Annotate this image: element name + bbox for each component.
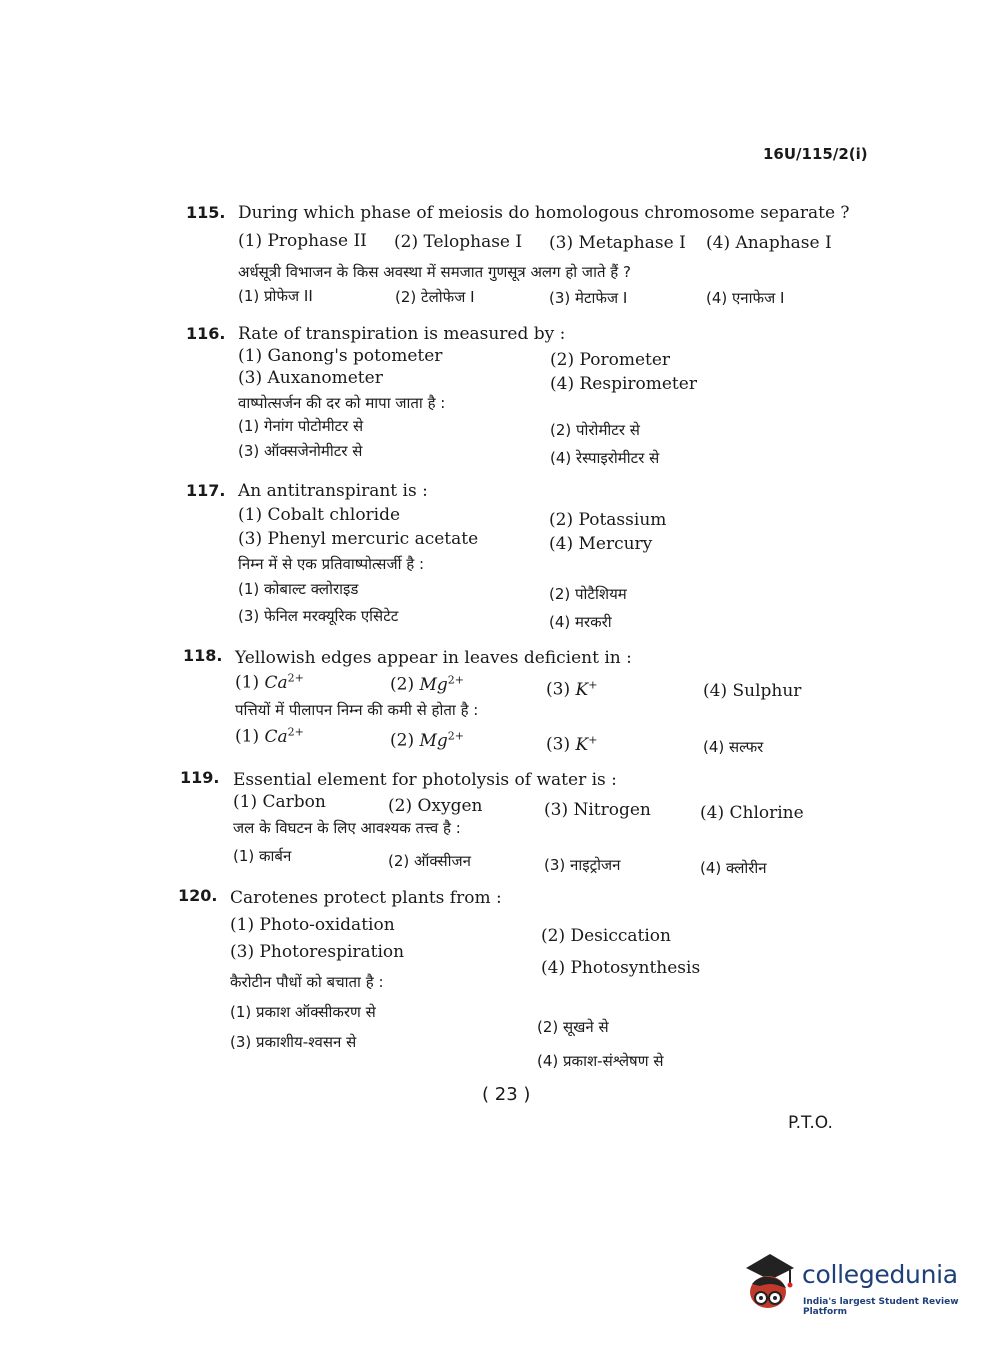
question-text-hi: वाष्पोत्सर्जन की दर को मापा जाता है : xyxy=(238,394,446,412)
potassium-ion: K+ xyxy=(575,733,598,755)
option-en-2: (2) Oxygen xyxy=(388,796,483,816)
brand-tagline: India's largest Student Review Platform xyxy=(803,1297,959,1317)
question-text-en: Essential element for photolysis of water is : xyxy=(233,770,617,790)
question-text-en: During which phase of meiosis do homologous chromosome separate ? xyxy=(238,203,850,223)
option-hi-4: (4) प्रकाश-संश्लेषण से xyxy=(537,1052,664,1070)
option-hi-3: (3) प्रकाशीय-श्वसन से xyxy=(230,1033,357,1051)
option-hi-3: (3) मेटाफेज I xyxy=(549,289,628,307)
option-en-2: (2) Telophase I xyxy=(394,232,523,252)
option-hi-1: (1) कार्बन xyxy=(233,847,292,865)
option-hi-1: (1) $Ca^{2+}$ xyxy=(235,725,304,747)
option-hi-2: (2) सूखने से xyxy=(537,1018,609,1036)
option-en-4: (4) Anaphase I xyxy=(706,233,832,253)
pto-label: P.T.O. xyxy=(788,1113,833,1133)
option-hi-1: (1) गेनांग पोटोमीटर से xyxy=(238,417,364,435)
question-text-hi: निम्न में से एक प्रतिवाष्पोत्सर्जी है : xyxy=(238,555,425,573)
option-hi-3: (3) फेनिल मरक्यूरिक एसिटेट xyxy=(238,607,399,625)
magnesium-ion: $Mg^{2+}$ xyxy=(419,729,465,751)
question-number: 118. xyxy=(183,646,223,665)
question-text-hi: कैरोटीन पौधों को बचाता है : xyxy=(230,973,384,991)
option-en-1: (1) $Ca^{2+}$ xyxy=(235,671,304,693)
potassium-ion: K+ xyxy=(575,678,598,700)
option-hi-3: (3) ऑक्सजेनोमीटर से xyxy=(238,442,363,460)
question-text-en: Rate of transpiration is measured by : xyxy=(238,324,566,344)
page-number: ( 23 ) xyxy=(482,1084,531,1105)
option-en-2: (2) Porometer xyxy=(550,350,671,370)
option-hi-4: (4) मरकरी xyxy=(549,613,612,631)
option-en-1: (1) Ganong's potometer xyxy=(238,346,443,366)
question-text-hi: पत्तियों में पीलापन निम्न की कमी से होता है : xyxy=(235,701,479,719)
option-hi-4: (4) क्लोरीन xyxy=(700,859,767,877)
calcium-ion: $Ca^{2+}$ xyxy=(264,671,304,693)
option-hi-2: (2) ऑक्सीजन xyxy=(388,852,471,870)
option-en-3: (3) Metaphase I xyxy=(549,233,686,253)
option-en-4: (4) Chlorine xyxy=(700,803,804,823)
paper-code: 16U/115/2(i) xyxy=(763,145,868,163)
question-number: 116. xyxy=(186,324,226,343)
calcium-ion: $Ca^{2+}$ xyxy=(264,725,304,747)
question-text-en: An antitranspirant is : xyxy=(238,481,428,501)
option-en-4: (4) Sulphur xyxy=(703,681,802,701)
option-en-2: (2) Potassium xyxy=(549,510,667,530)
option-hi-1: (1) प्रकाश ऑक्सीकरण से xyxy=(230,1003,376,1021)
option-en-1: (1) Prophase II xyxy=(238,231,367,251)
option-hi-4: (4) एनाफेज I xyxy=(706,289,785,307)
option-hi-3: (3) K+ xyxy=(546,733,598,755)
option-hi-1: (1) प्रोफेज II xyxy=(238,287,313,305)
option-en-4: (4) Respirometer xyxy=(550,374,697,394)
option-en-3: (3) Auxanometer xyxy=(238,368,383,388)
option-en-2: (2) $Mg^{2+}$ xyxy=(390,673,465,695)
question-number: 119. xyxy=(180,768,220,787)
option-en-3: (3) Nitrogen xyxy=(544,800,651,820)
option-hi-2: (2) पोटैशियम xyxy=(549,585,627,603)
magnesium-ion: $Mg^{2+}$ xyxy=(419,673,465,695)
question-number: 117. xyxy=(186,481,226,500)
option-hi-2: (2) टेलोफेज I xyxy=(395,288,475,306)
question-text-hi: जल के विघटन के लिए आवश्यक तत्त्व है : xyxy=(233,819,461,837)
option-hi-3: (3) नाइट्रोजन xyxy=(544,856,621,874)
option-hi-4: (4) सल्फर xyxy=(703,738,764,756)
option-hi-4: (4) रेस्पाइरोमीटर से xyxy=(550,449,660,467)
option-en-2: (2) Desiccation xyxy=(541,926,671,946)
option-en-3: (3) Photorespiration xyxy=(230,942,405,962)
question-text-hi: अर्धसूत्री विभाजन के किस अवस्था में समजात गुणसूत्र अलग हो जाते हैं ? xyxy=(238,263,631,281)
option-en-4: (4) Mercury xyxy=(549,534,653,554)
option-en-3: (3) K+ xyxy=(546,678,598,700)
mascot-icon xyxy=(740,1248,800,1318)
option-en-1: (1) Photo-oxidation xyxy=(230,915,395,935)
option-en-1: (1) Carbon xyxy=(233,792,326,812)
question-number: 120. xyxy=(178,886,218,905)
question-text-en: Yellowish edges appear in leaves deficient in : xyxy=(235,648,632,668)
option-en-4: (4) Photosynthesis xyxy=(541,958,701,978)
option-en-1: (1) Cobalt chloride xyxy=(238,505,401,525)
option-hi-2: (2) पोरोमीटर से xyxy=(550,421,640,439)
brand-name: collegedunia xyxy=(802,1260,958,1289)
collegedunia-logo xyxy=(740,1248,970,1318)
option-en-3: (3) Phenyl mercuric acetate xyxy=(238,529,479,549)
option-hi-1: (1) कोबाल्ट क्लोराइड xyxy=(238,580,359,598)
option-hi-2: (2) $Mg^{2+}$ xyxy=(390,729,465,751)
question-text-en: Carotenes protect plants from : xyxy=(230,888,502,908)
question-number: 115. xyxy=(186,203,226,222)
